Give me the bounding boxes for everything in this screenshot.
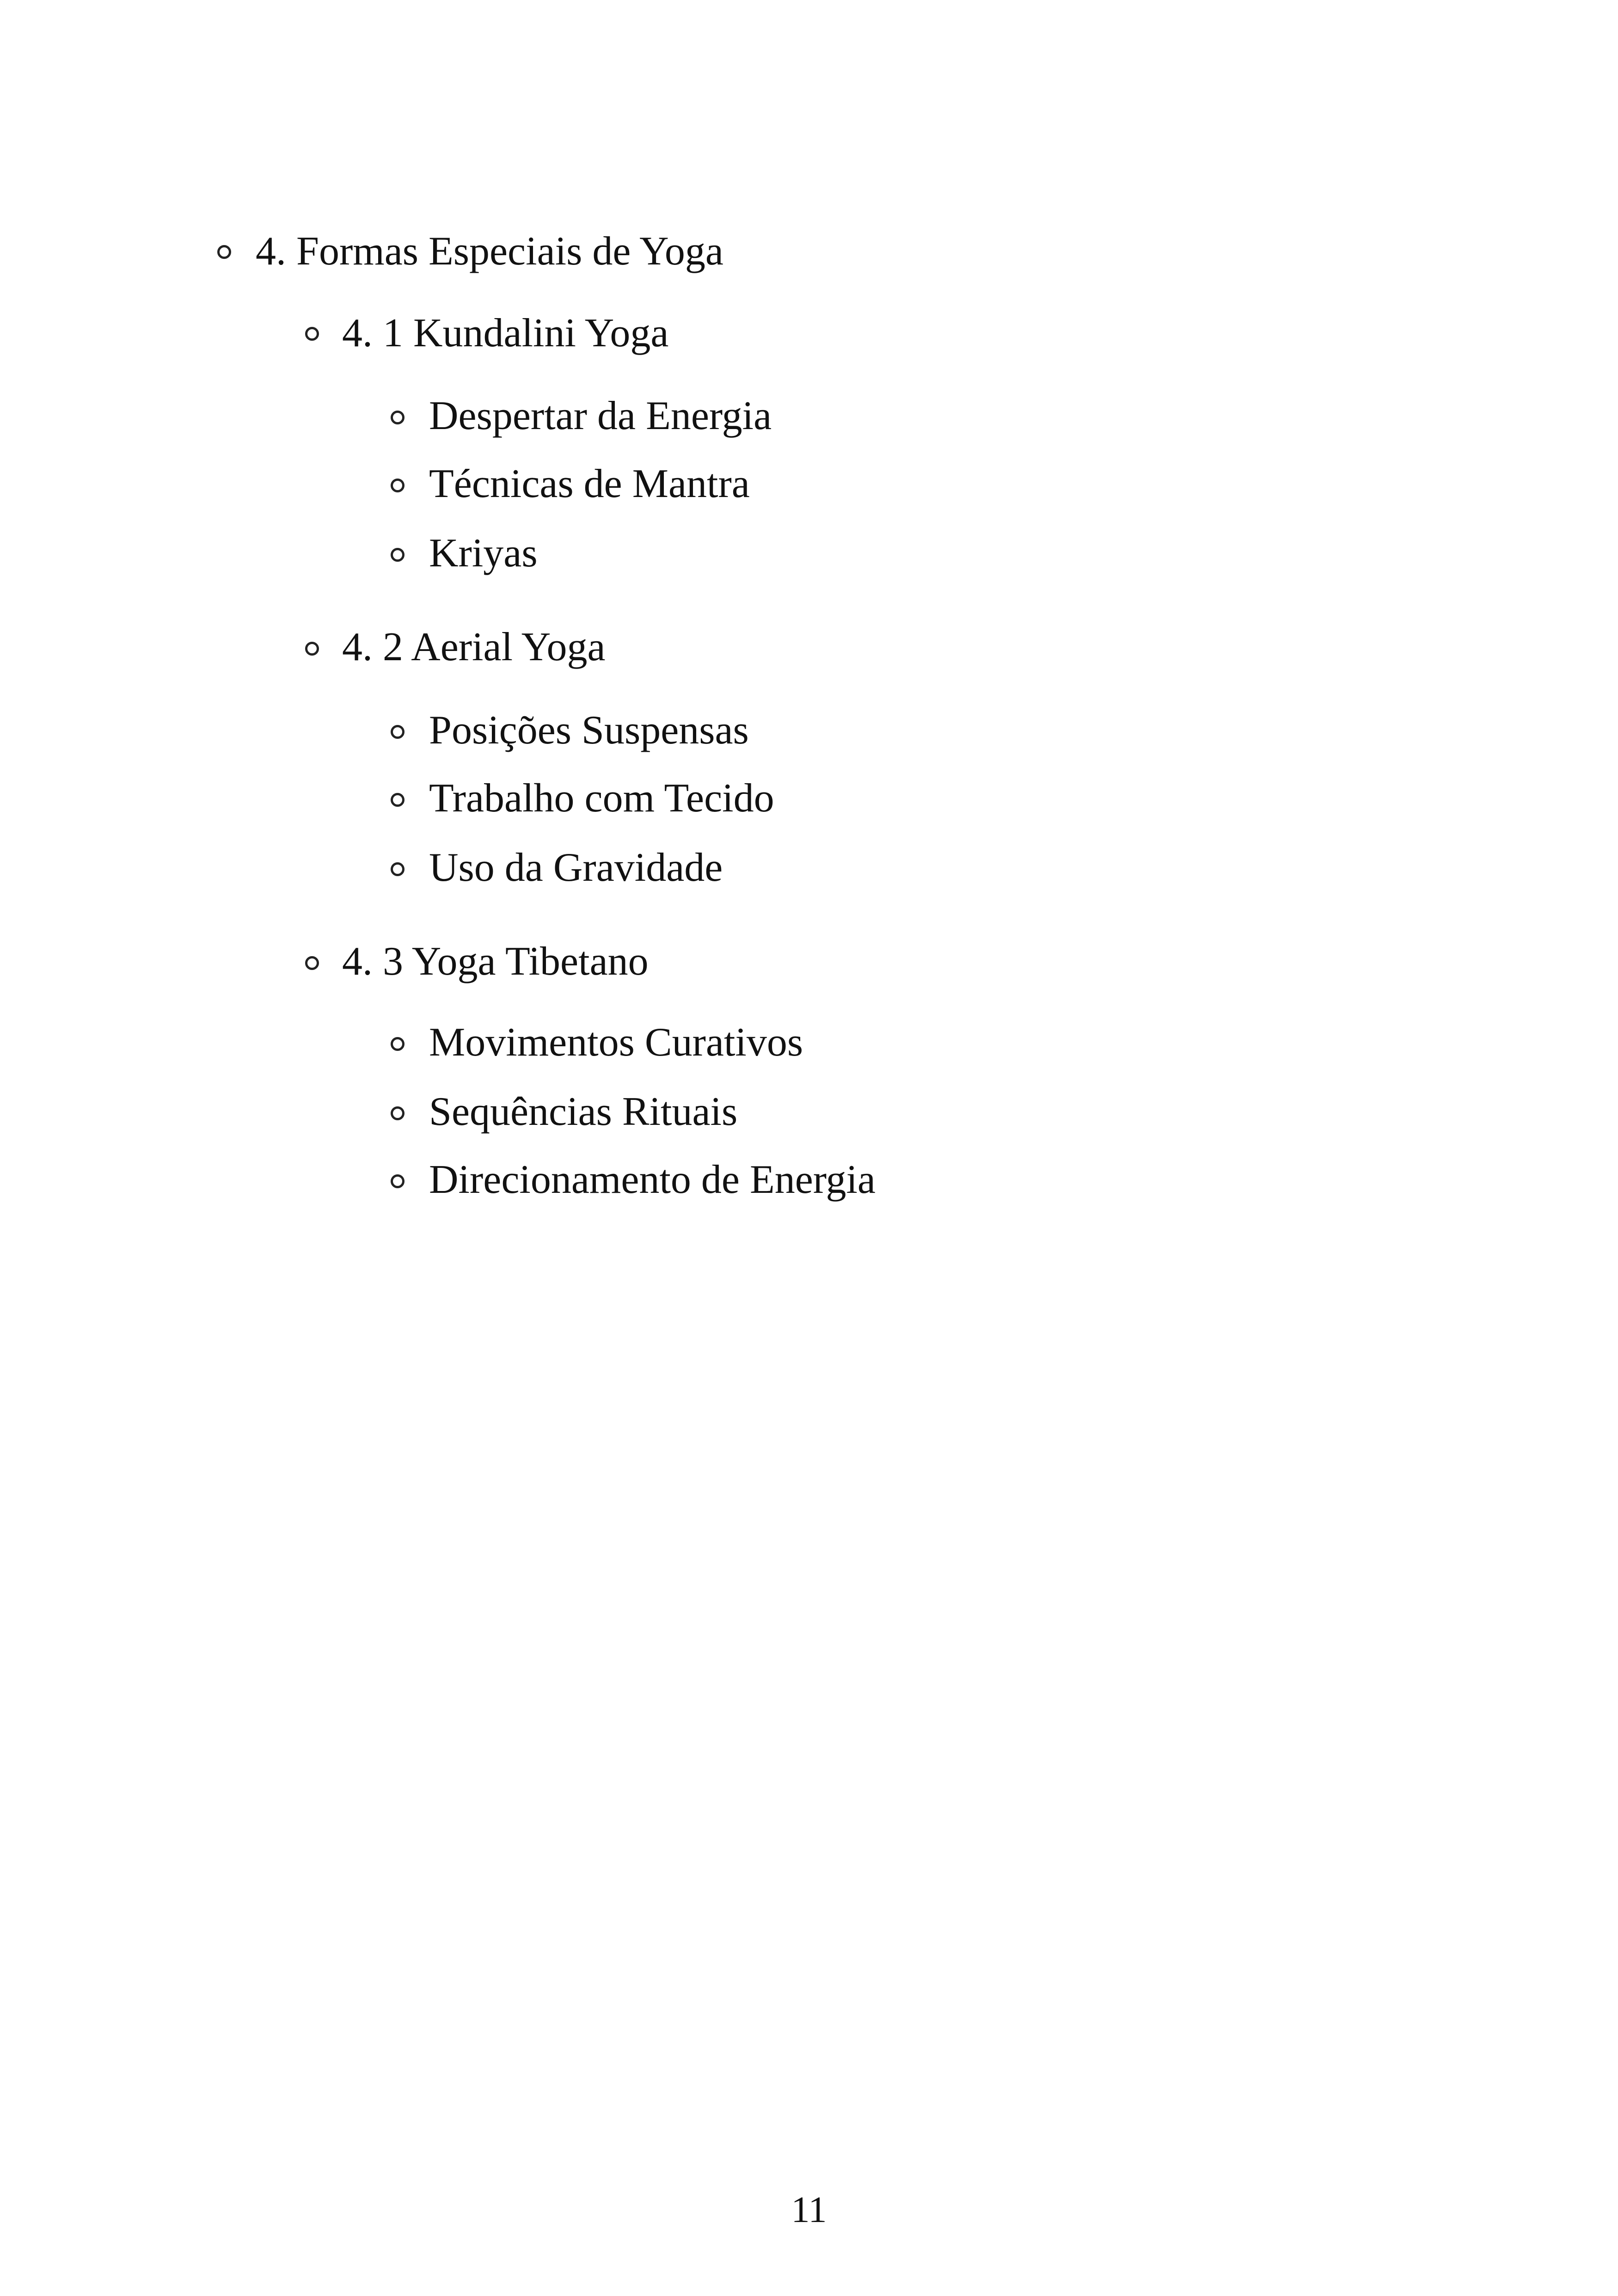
list-item: Kriyas <box>429 531 538 576</box>
list-item: Uso da Gravidade <box>429 845 723 890</box>
bullet-circle-icon <box>391 793 404 807</box>
bullet-circle-icon <box>391 1037 404 1051</box>
subsection-heading: 4. 1 Kundalini Yoga <box>342 311 669 356</box>
list-item: Direcionamento de Energia <box>429 1157 876 1202</box>
bullet-circle-icon <box>217 245 231 259</box>
bullet-circle-icon <box>391 1106 404 1120</box>
bullet-circle-icon <box>391 411 404 424</box>
list-item: Despertar da Energia <box>429 393 772 438</box>
bullet-circle-icon <box>305 327 319 341</box>
page-number: 11 <box>791 2190 827 2230</box>
bullet-circle-icon <box>391 725 404 739</box>
section-heading: 4. Formas Especiais de Yoga <box>256 229 723 274</box>
bullet-circle-icon <box>391 862 404 876</box>
list-item: Técnicas de Mantra <box>429 461 750 506</box>
bullet-circle-icon <box>305 956 319 970</box>
subsection-heading: 4. 2 Aerial Yoga <box>342 625 606 669</box>
list-item: Trabalho com Tecido <box>429 776 774 821</box>
bullet-circle-icon <box>391 548 404 562</box>
bullet-circle-icon <box>391 1174 404 1188</box>
list-item: Sequências Rituais <box>429 1089 738 1134</box>
bullet-circle-icon <box>305 642 319 656</box>
subsection-heading: 4. 3 Yoga Tibetano <box>342 939 649 984</box>
list-item: Movimentos Curativos <box>429 1020 803 1065</box>
bullet-circle-icon <box>391 479 404 492</box>
list-item: Posições Suspensas <box>429 708 749 753</box>
